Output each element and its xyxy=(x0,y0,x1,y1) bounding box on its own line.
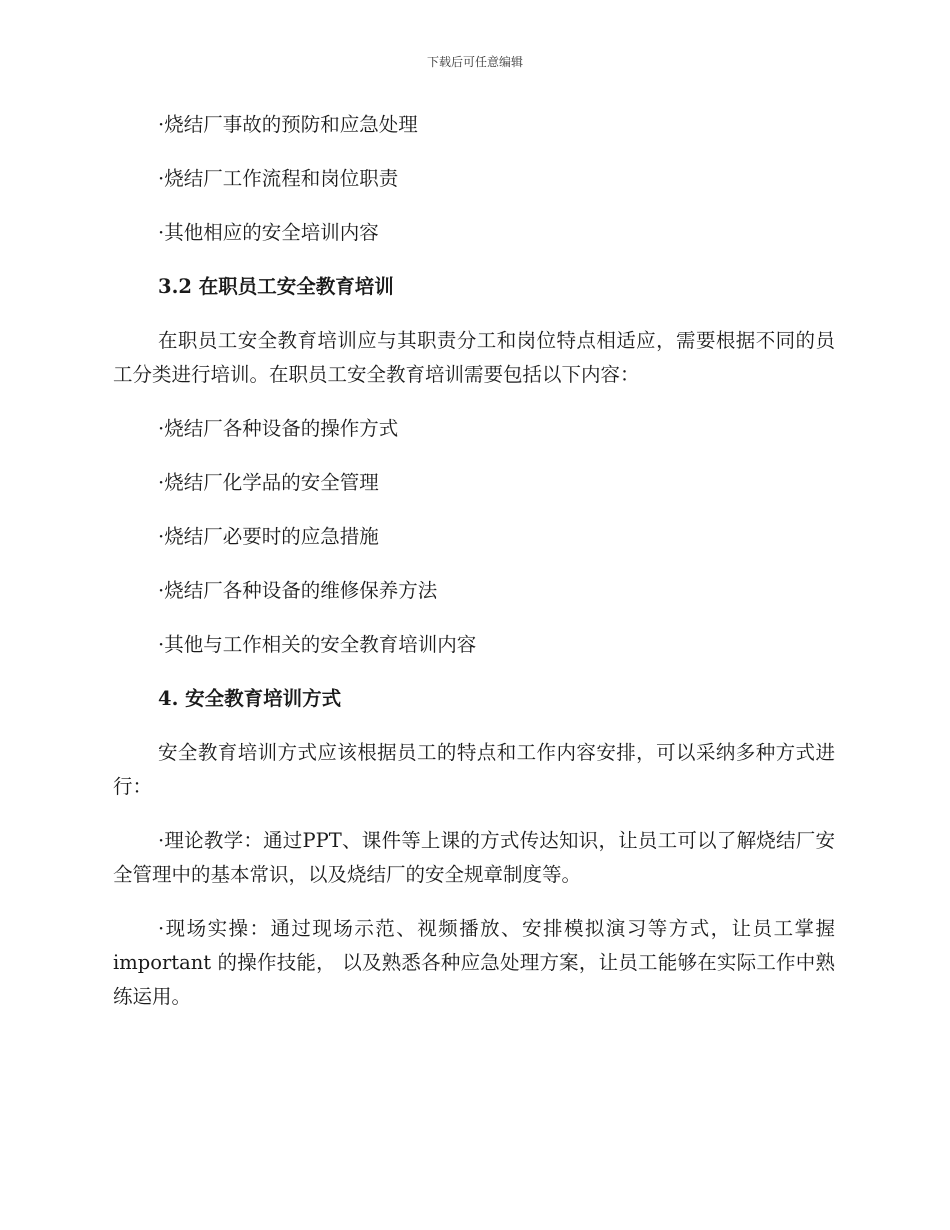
paragraph-theory: ·理论教学：通过PPT、课件等上课的方式传达知识，让员工可以了解烧结厂安全管理中的基本常识，以及烧结厂的安全规章制度等。 xyxy=(113,829,835,886)
paragraph-3-2: 在职员工安全教育培训应与其职责分工和岗位特点相适应，需要根据不同的员工分类进行培训。在职员工安全教育培训需要包括以下内容： xyxy=(113,329,835,386)
list-item: ·烧结厂各种设备的操作方式 xyxy=(158,417,399,440)
paragraph-4: 安全教育培训方式应该根据员工的特点和工作内容安排，可以采纳多种方式进行： xyxy=(113,741,835,798)
list-item: ·烧结厂各种设备的维修保养方法 xyxy=(158,579,438,602)
list-item: ·烧结厂必要时的应急措施 xyxy=(158,525,379,548)
paragraph-practice: ·现场实操：通过现场示范、视频播放、安排模拟演习等方式，让员工掌握 important 的操作技能， 以及熟悉各种应急处理方案，让员工能够在实际工作中熟练运用。 xyxy=(113,917,835,1008)
section-heading-3-2: 3.2 在职员工安全教育培训 xyxy=(158,275,394,298)
page-header: 下载后可任意编辑 xyxy=(426,55,523,69)
list-item: ·烧结厂工作流程和岗位职责 xyxy=(158,167,399,190)
section-heading-4: 4. 安全教育培训方式 xyxy=(158,687,342,710)
list-item: ·其他相应的安全培训内容 xyxy=(158,221,379,244)
document-body xyxy=(113,108,835,1032)
list-item: ·烧结厂化学品的安全管理 xyxy=(158,471,379,494)
list-item: ·其他与工作相关的安全教育培训内容 xyxy=(158,633,477,656)
list-item: ·烧结厂事故的预防和应急处理 xyxy=(158,113,418,136)
